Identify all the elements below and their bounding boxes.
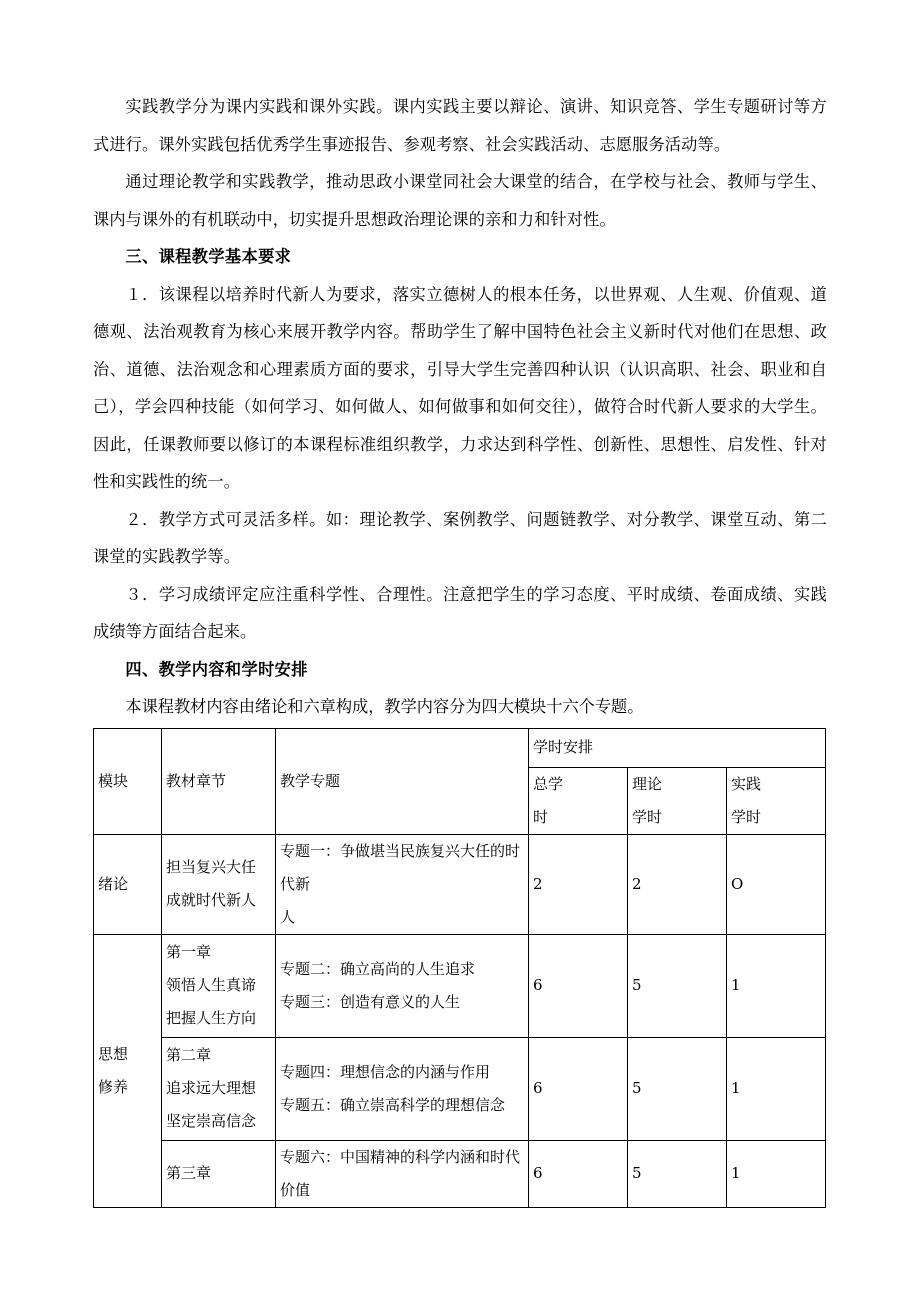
row-2-chapter-line-1: 第一章 [166, 943, 212, 961]
row-3-topic-line-1: 专题四：理想信念的内涵与作用 [280, 1062, 491, 1081]
heading-section-three: 三、课程教学基本要求 [125, 247, 292, 266]
row-3-practice-hours: 1 [727, 1037, 826, 1140]
row-1-module: 绪论 [94, 834, 162, 934]
paragraph-theory-practice-link: 通过理论教学和实践教学，推动思政小课堂同社会大课堂的结合，在学校与社会、教师与学生、课内与课外的有机联动中，切实提升思想政治理论课的亲和力和针对性。 [93, 172, 827, 229]
row-1-chapter [162, 834, 276, 934]
table-header-module: 模块 [94, 728, 162, 834]
table-header-total-hours [529, 767, 628, 834]
table-header-chapter: 教材章节 [162, 728, 276, 834]
requirement-item-1: １．该课程以培养时代新人为要求，落实立德树人的根本任务，以世界观、人生观、价值观、道德观、法治观教育为核心来展开教学内容。帮助学生了解中国特色社会主义新时代对他们在思想、政治、道德、法治观念和心理素质方面的要求，引导大学生完善四种认识（认识高职、社会、职业和自己），学会四种技能（如何学习、如何做人、如何做事和如何交往），做符合时代新人要求的大学生。因此，任课教师要以修订的本课程标准组织教学，力求达到科学性、创新性、思想性、启发性、针对性和实践性的统一。 [93, 284, 827, 491]
table-introduction: 本课程教材内容由绪论和六章构成，教学内容分为四大模块十六个专题。 [125, 697, 644, 716]
row-2-module-line-2: 修养 [98, 1077, 129, 1096]
row-1-total-hours: 2 [529, 834, 628, 934]
row-2-chapter-line-2: 领悟人生真谛 [166, 976, 257, 994]
theory-hours-line-2: 学时 [632, 807, 663, 826]
table-header-theory-hours [628, 767, 727, 834]
row-2-module [94, 934, 162, 1207]
row-2-topic [276, 934, 529, 1037]
row-4-theory-hours: 5 [628, 1140, 727, 1207]
row-3-chapter-line-2: 追求远大理想 [166, 1079, 257, 1097]
row-2-topic-line-2: 专题三：创造有意义的人生 [280, 992, 461, 1011]
row-3-topic-line-2: 专题五：确立崇高科学的理想信念 [280, 1095, 506, 1114]
theory-hours-line-1: 理论 [632, 774, 663, 793]
row-2-total-hours: 6 [529, 934, 628, 1037]
table-header-practice-hours [727, 767, 826, 834]
practice-hours-line-1: 实践 [731, 774, 762, 793]
table-row [94, 934, 826, 1037]
row-3-theory-hours: 5 [628, 1037, 727, 1140]
paragraph-practice-teaching: 实践教学分为课内实践和课外实践。课内实践主要以辩论、演讲、知识竞答、学生专题研讨等方式进行。课外实践包括优秀学生事迹报告、参观考察、社会实践活动、志愿服务活动等。 [93, 97, 827, 154]
row-4-practice-hours: 1 [727, 1140, 826, 1207]
heading-section-four: 四、教学内容和学时安排 [125, 659, 308, 679]
row-1-chapter-line-2: 成就时代新人 [166, 891, 257, 909]
table-row [94, 834, 826, 934]
row-4-topic: 专题六：中国精神的科学内涵和时代价值 [276, 1140, 529, 1207]
table-header-hours-group: 学时安排 [529, 728, 826, 767]
row-1-topic-line-1: 专题一：争做堪当民族复兴大任的时代新 [280, 841, 521, 893]
row-3-topic [276, 1037, 529, 1140]
row-2-chapter-line-3: 把握人生方向 [166, 1009, 257, 1027]
row-1-topic [276, 834, 529, 934]
row-2-theory-hours: 5 [628, 934, 727, 1037]
row-3-chapter [162, 1037, 276, 1140]
row-4-total-hours: 6 [529, 1140, 628, 1207]
row-1-chapter-line-1: 担当复兴大任 [166, 858, 257, 876]
total-hours-line-1: 总学 [533, 774, 564, 793]
row-3-total-hours: 6 [529, 1037, 628, 1140]
total-hours-line-2: 时 [533, 807, 549, 826]
row-1-theory-hours: 2 [628, 834, 727, 934]
practice-hours-line-2: 学时 [731, 807, 762, 826]
requirement-item-3: ３．学习成绩评定应注重科学性、合理性。注意把学生的学习态度、平时成绩、卷面成绩、实践成绩等方面结合起来。 [93, 584, 827, 641]
table-row [94, 1140, 826, 1207]
row-1-practice-hours: O [727, 834, 826, 934]
row-1-topic-line-2: 人 [280, 907, 296, 926]
requirement-item-2: ２．教学方式可灵活多样。如：理论教学、案例教学、问题链教学、对分教学、课堂互动、第二课堂的实践教学等。 [93, 509, 827, 566]
row-2-module-line-1: 思想 [98, 1044, 129, 1063]
table-row [94, 1037, 826, 1140]
row-4-chapter: 第三章 [162, 1140, 276, 1207]
table-header-row-1 [94, 728, 826, 767]
table-header-topic: 教学专题 [276, 728, 529, 834]
teaching-schedule-table [93, 728, 826, 1208]
row-2-chapter [162, 934, 276, 1037]
row-3-chapter-line-3: 坚定崇高信念 [166, 1112, 257, 1130]
row-2-practice-hours: 1 [727, 934, 826, 1037]
row-3-chapter-line-1: 第二章 [166, 1046, 212, 1064]
row-2-topic-line-1: 专题二：确立高尚的人生追求 [280, 959, 476, 978]
